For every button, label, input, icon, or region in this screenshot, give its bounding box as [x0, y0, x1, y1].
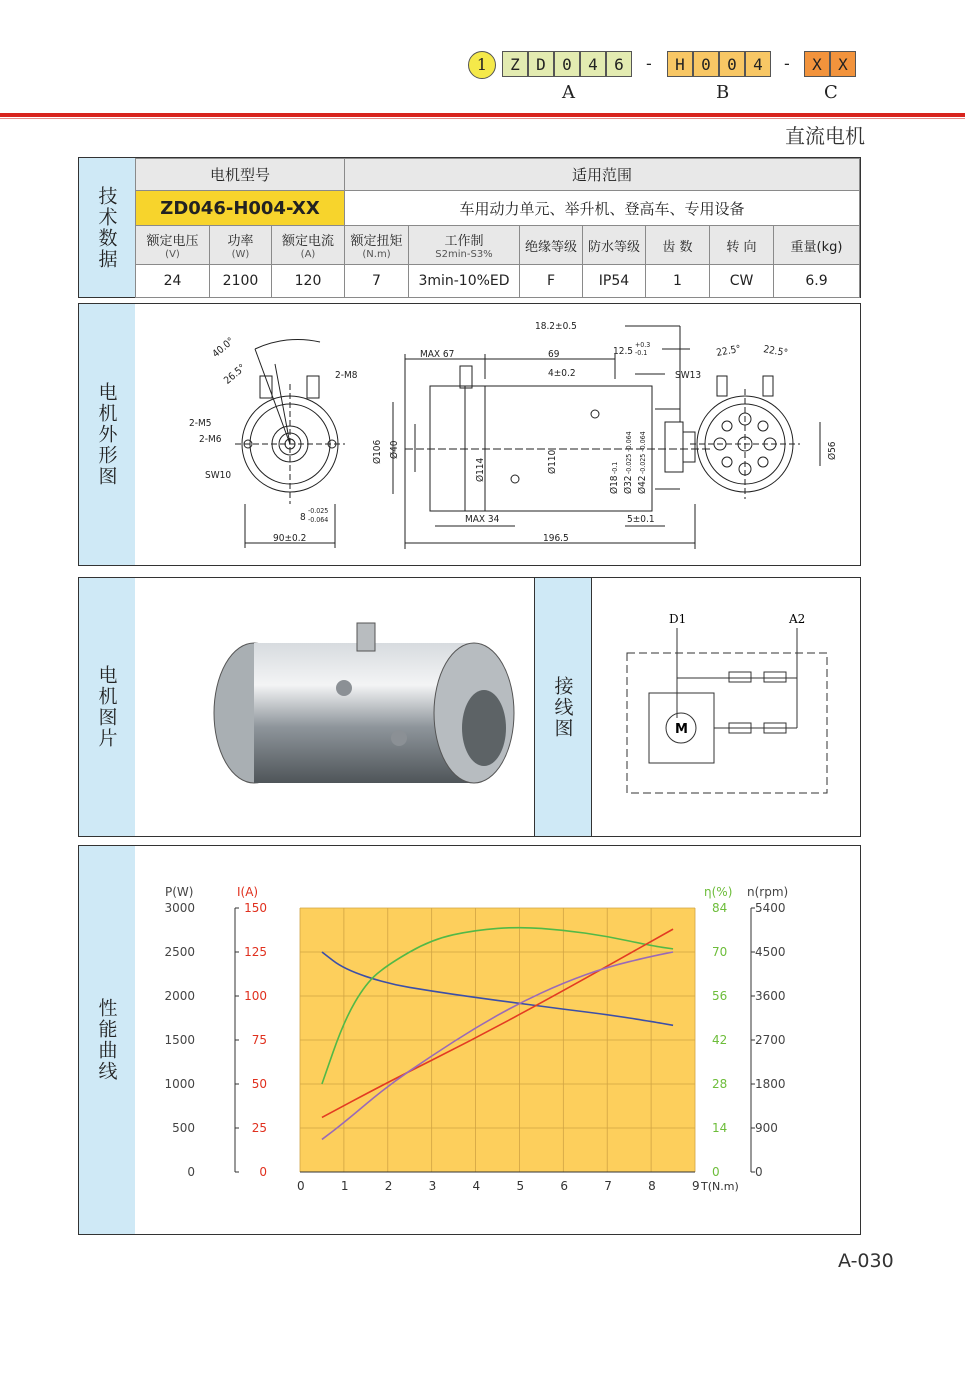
spec-table — [135, 158, 860, 298]
x-tick-4: 4 — [472, 1179, 481, 1193]
axis-1-tick-75: 75 — [251, 1033, 267, 1047]
col-current: 额定电流 (A) — [272, 226, 345, 265]
val-waterproof: IP54 — [583, 265, 646, 298]
x-tick-7: 7 — [604, 1179, 612, 1193]
model-code — [468, 48, 938, 108]
end-view-left — [235, 339, 345, 548]
axis-3-tick-3600: 3600 — [755, 989, 786, 1003]
axis-3-tick-4500: 4500 — [755, 945, 786, 959]
dim-2m5: 2-M5 — [189, 418, 212, 429]
axis-3-tick-0: 0 — [755, 1165, 763, 1179]
page-title: 直流电机 — [785, 124, 865, 148]
spec-section-text: 技术数据 — [95, 185, 118, 270]
code-dash-1: - — [646, 54, 652, 73]
dim-106: Ø106 — [372, 439, 383, 464]
scope-value: 车用动力单元、举升机、登高车、专用设备 — [345, 191, 860, 226]
dim-32: Ø32 — [623, 475, 634, 494]
dim-32-tol: -0.025 -0.064 — [625, 431, 633, 474]
dim-2m6: 2-M6 — [199, 434, 222, 445]
axis-1-tick-150: 150 — [244, 901, 267, 915]
code-a-3: 0 — [554, 51, 580, 77]
axis-2-tick-84: 84 — [712, 901, 728, 915]
axis-2-tick-14: 14 — [712, 1121, 728, 1135]
dim-12-5-dn: -0.1 — [635, 349, 648, 357]
col-waterproof: 防水等级 — [583, 226, 646, 265]
model-header: 电机型号 — [136, 159, 345, 191]
axis-3-tick-2700: 2700 — [755, 1033, 786, 1047]
axis-name-1: I(A) — [237, 885, 259, 899]
dim-r-angle-2: 22.5° — [762, 344, 789, 360]
axis-name-2: η(%) — [704, 885, 733, 899]
axis-0-tick-500: 500 — [172, 1121, 195, 1135]
dim-sw13: SW13 — [675, 370, 702, 381]
dim-sw10: SW10 — [205, 470, 232, 481]
code-c-2: X — [830, 51, 856, 77]
wiring-section-text: 接线图 — [551, 675, 574, 739]
axis-2-tick-28: 28 — [712, 1077, 728, 1091]
wiring-section-label — [534, 578, 592, 836]
outline-section-label — [79, 304, 135, 565]
x-tick-8: 8 — [648, 1179, 656, 1193]
spec-panel — [78, 157, 861, 298]
header-rule — [0, 113, 965, 117]
axis-1-tick-100: 100 — [244, 989, 267, 1003]
scope-header: 适用范围 — [345, 159, 860, 191]
code-a-5: 6 — [606, 51, 632, 77]
axis-2-tick-70: 70 — [712, 945, 728, 959]
code-b-3: 0 — [719, 51, 745, 77]
code-label-c: C — [824, 82, 838, 103]
dim-12-5: 12.5 — [613, 346, 634, 357]
dim-114: Ø114 — [475, 457, 486, 482]
axis-2-tick-56: 56 — [712, 989, 728, 1003]
x-tick-0: 0 — [297, 1179, 305, 1193]
dim-42-tol: -0.025 -0.064 — [639, 431, 647, 474]
code-b-4: 4 — [745, 51, 771, 77]
dim-2m8: 2-M8 — [335, 370, 358, 381]
x-tick-9: 9 — [692, 1179, 700, 1193]
code-b-1: H — [667, 51, 693, 77]
dim-key: 8 — [300, 512, 306, 523]
page-number: A-030 — [838, 1250, 894, 1272]
wiring-d1: D1 — [669, 612, 687, 626]
dim-110: Ø110 — [547, 449, 558, 474]
x-axis-label: T(N.m) — [701, 1180, 739, 1193]
dim-4: 4±0.2 — [548, 368, 576, 379]
dim-r-angle-1: 22.5° — [715, 343, 742, 359]
outline-panel — [78, 303, 861, 566]
axis-0-tick-1000: 1000 — [164, 1077, 195, 1091]
wiring-motor: M — [675, 722, 688, 737]
axis-name-0: P(W) — [165, 885, 194, 899]
code-c-1: X — [804, 51, 830, 77]
photo-section-label — [79, 578, 135, 836]
col-weight: 重量(kg) — [774, 226, 860, 265]
col-torque: 额定扭矩 (N.m) — [345, 226, 409, 265]
col-rotation: 转 向 — [710, 226, 774, 265]
dim-56: Ø56 — [827, 441, 838, 460]
curve-panel — [78, 845, 861, 1235]
val-weight: 6.9 — [774, 265, 860, 298]
code-label-a: A — [562, 82, 575, 103]
col-voltage: 额定电压 (V) — [136, 226, 210, 265]
wiring-a2: A2 — [789, 612, 806, 626]
dim-12-5-up: +0.3 — [635, 341, 651, 349]
spec-values-row — [136, 265, 860, 298]
x-tick-1: 1 — [340, 1179, 349, 1193]
val-torque: 7 — [345, 265, 409, 298]
col-insulation: 绝缘等级 — [520, 226, 583, 265]
col-duty: 工作制 S2min-S3% — [409, 226, 520, 265]
code-b-2: 0 — [693, 51, 719, 77]
val-voltage: 24 — [136, 265, 210, 298]
axis-3-tick-1800: 1800 — [755, 1077, 786, 1091]
axis-3-tick-5400: 5400 — [755, 901, 786, 915]
x-tick-6: 6 — [560, 1179, 568, 1193]
code-a-1: Z — [502, 51, 528, 77]
axis-2-tick-42: 42 — [712, 1033, 728, 1047]
axis-1-tick-0: 0 — [259, 1165, 267, 1179]
end-view-right — [690, 376, 820, 499]
header-rule-thin — [0, 118, 965, 119]
dim-69: 69 — [548, 349, 560, 360]
dim-key-tol-up: -0.025 — [308, 507, 329, 515]
axis-0-tick-2500: 2500 — [164, 945, 195, 959]
dim-18: Ø18 — [609, 475, 620, 494]
axis-2-tick-0: 0 — [712, 1165, 720, 1179]
dim-key-tol-dn: -0.064 — [308, 516, 329, 524]
axis-0-tick-3000: 3000 — [164, 901, 195, 915]
dim-18-2: 18.2±0.5 — [535, 321, 577, 332]
x-tick-3: 3 — [428, 1179, 437, 1193]
curve-section-label — [79, 846, 135, 1234]
val-current: 120 — [272, 265, 345, 298]
axis-1-tick-50: 50 — [251, 1077, 267, 1091]
val-power: 2100 — [210, 265, 272, 298]
col-teeth: 齿 数 — [646, 226, 710, 265]
axis-0-tick-2000: 2000 — [164, 989, 195, 1003]
axis-3-tick-900: 900 — [755, 1121, 778, 1135]
axis-1-tick-125: 125 — [244, 945, 267, 959]
wiring-diagram — [609, 608, 839, 808]
code-circle: 1 — [468, 51, 496, 79]
axis-1-tick-25: 25 — [251, 1121, 267, 1135]
axis-0-tick-1500: 1500 — [164, 1033, 195, 1047]
axis-0-tick-0: 0 — [187, 1165, 195, 1179]
outline-section-text: 电机外形图 — [95, 382, 118, 487]
dim-width-90: 90±0.2 — [273, 533, 307, 544]
motor-photo — [199, 608, 549, 808]
axis-name-3: n(rpm) — [747, 885, 789, 899]
x-tick-5: 5 — [516, 1179, 525, 1193]
model-value: ZD046-H004-XX — [136, 191, 345, 226]
spec-section-label — [79, 158, 135, 297]
val-rotation: CW — [710, 265, 774, 298]
dim-18-tol: -0.1 — [611, 461, 619, 474]
val-teeth: 1 — [646, 265, 710, 298]
val-insulation: F — [520, 265, 583, 298]
dim-max34: MAX 34 — [465, 514, 500, 525]
outline-drawing — [135, 304, 860, 564]
dim-angle-26: 26.5° — [222, 362, 249, 387]
code-a-4: 4 — [580, 51, 606, 77]
photo-section-text: 电机图片 — [95, 665, 118, 749]
col-power: 功率 (W) — [210, 226, 272, 265]
performance-chart — [135, 846, 860, 1231]
dim-5: 5±0.1 — [627, 514, 655, 525]
photo-panel — [78, 577, 861, 837]
curve-section-text: 性能曲线 — [95, 998, 118, 1082]
x-tick-2: 2 — [384, 1179, 393, 1193]
dim-42: Ø42 — [637, 475, 648, 494]
dim-40: Ø40 — [389, 440, 400, 459]
val-duty: 3min-10%ED — [409, 265, 520, 298]
code-label-b: B — [716, 82, 730, 103]
code-a-2: D — [528, 51, 554, 77]
code-dash-2: - — [784, 54, 790, 73]
dim-max67: MAX 67 — [420, 349, 455, 360]
dim-196-5: 196.5 — [543, 533, 569, 544]
spec-column-headers — [136, 226, 860, 265]
dim-angle-40: 40.0° — [210, 335, 237, 361]
